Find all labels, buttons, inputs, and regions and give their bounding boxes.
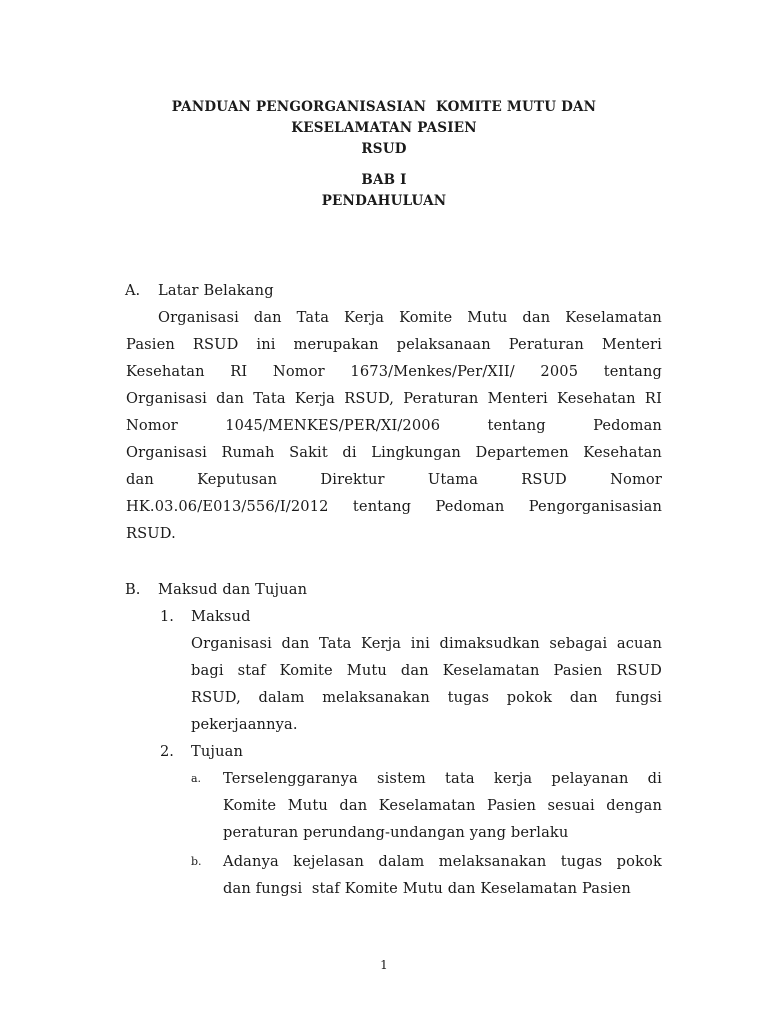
section-a-marker: A. (125, 282, 141, 299)
sub-a-marker: a. (191, 772, 202, 785)
sub-a-paragraph-line: peraturan perundang-undangan yang berlaku (223, 824, 569, 841)
sub-b-paragraph-line: dan fungsi staf Komite Mutu dan Keselamatan Pasien (223, 880, 631, 897)
item-1-paragraph-line: Organisasi dan Tata Kerja ini dimaksudkan sebagai acuan (191, 635, 662, 652)
item-2-heading: Tujuan (191, 743, 244, 760)
section-a-paragraph-line: dan Keputusan Direktur Utama RSUD Nomor (126, 471, 662, 488)
section-a-paragraph-line: Nomor 1045/MENKES/PER/XI/2006 tentang Pedoman (126, 417, 662, 434)
sub-b-paragraph-line: Adanya kejelasan dalam melaksanakan tugas pokok (223, 853, 662, 870)
section-a-heading: Latar Belakang (158, 282, 274, 299)
document-title-line2: KESELAMATAN PASIEN (291, 120, 477, 136)
section-b-heading: Maksud dan Tujuan (158, 581, 308, 598)
item-1-marker: 1. (160, 608, 174, 625)
chapter-number: BAB I (361, 172, 407, 188)
sub-a-paragraph-line: Terselenggaranya sistem tata kerja pelayanan di (223, 770, 662, 787)
item-2-marker: 2. (160, 743, 174, 760)
chapter-title: PENDAHULUAN (321, 193, 447, 209)
document-title-line1: PANDUAN PENGORGANISASIAN KOMITE MUTU DAN (171, 99, 597, 115)
document-title-line3: RSUD (361, 141, 407, 157)
section-a-paragraph-line: Pasien RSUD ini merupakan pelaksanaan Peraturan Menteri (126, 336, 662, 353)
item-1-heading: Maksud (191, 608, 251, 625)
section-b-marker: B. (125, 581, 141, 598)
sub-a-paragraph-line: Komite Mutu dan Keselamatan Pasien sesuai dengan (223, 797, 662, 814)
item-1-paragraph-line: pekerjaannya. (191, 716, 298, 733)
section-a-paragraph-line: Organisasi Rumah Sakit di Lingkungan Departemen Kesehatan (126, 444, 662, 461)
page-number: 1 (380, 958, 388, 972)
item-1-paragraph-line: RSUD, dalam melaksanakan tugas pokok dan fungsi (191, 689, 662, 706)
section-a-paragraph-line: RSUD. (126, 525, 176, 542)
sub-b-marker: b. (191, 855, 202, 868)
section-a-paragraph-line: HK.03.06/E013/556/I/2012 tentang Pedoman Pengorganisasian (126, 498, 662, 515)
section-a-paragraph-line: Kesehatan RI Nomor 1673/Menkes/Per/XII/ 2005 tentang (126, 363, 662, 380)
section-a-paragraph-line: Organisasi dan Tata Kerja Komite Mutu dan Keselamatan (158, 309, 662, 326)
item-1-paragraph-line: bagi staf Komite Mutu dan Keselamatan Pasien RSUD (191, 662, 662, 679)
section-a-paragraph-line: Organisasi dan Tata Kerja RSUD, Peraturan Menteri Kesehatan RI (126, 390, 662, 407)
